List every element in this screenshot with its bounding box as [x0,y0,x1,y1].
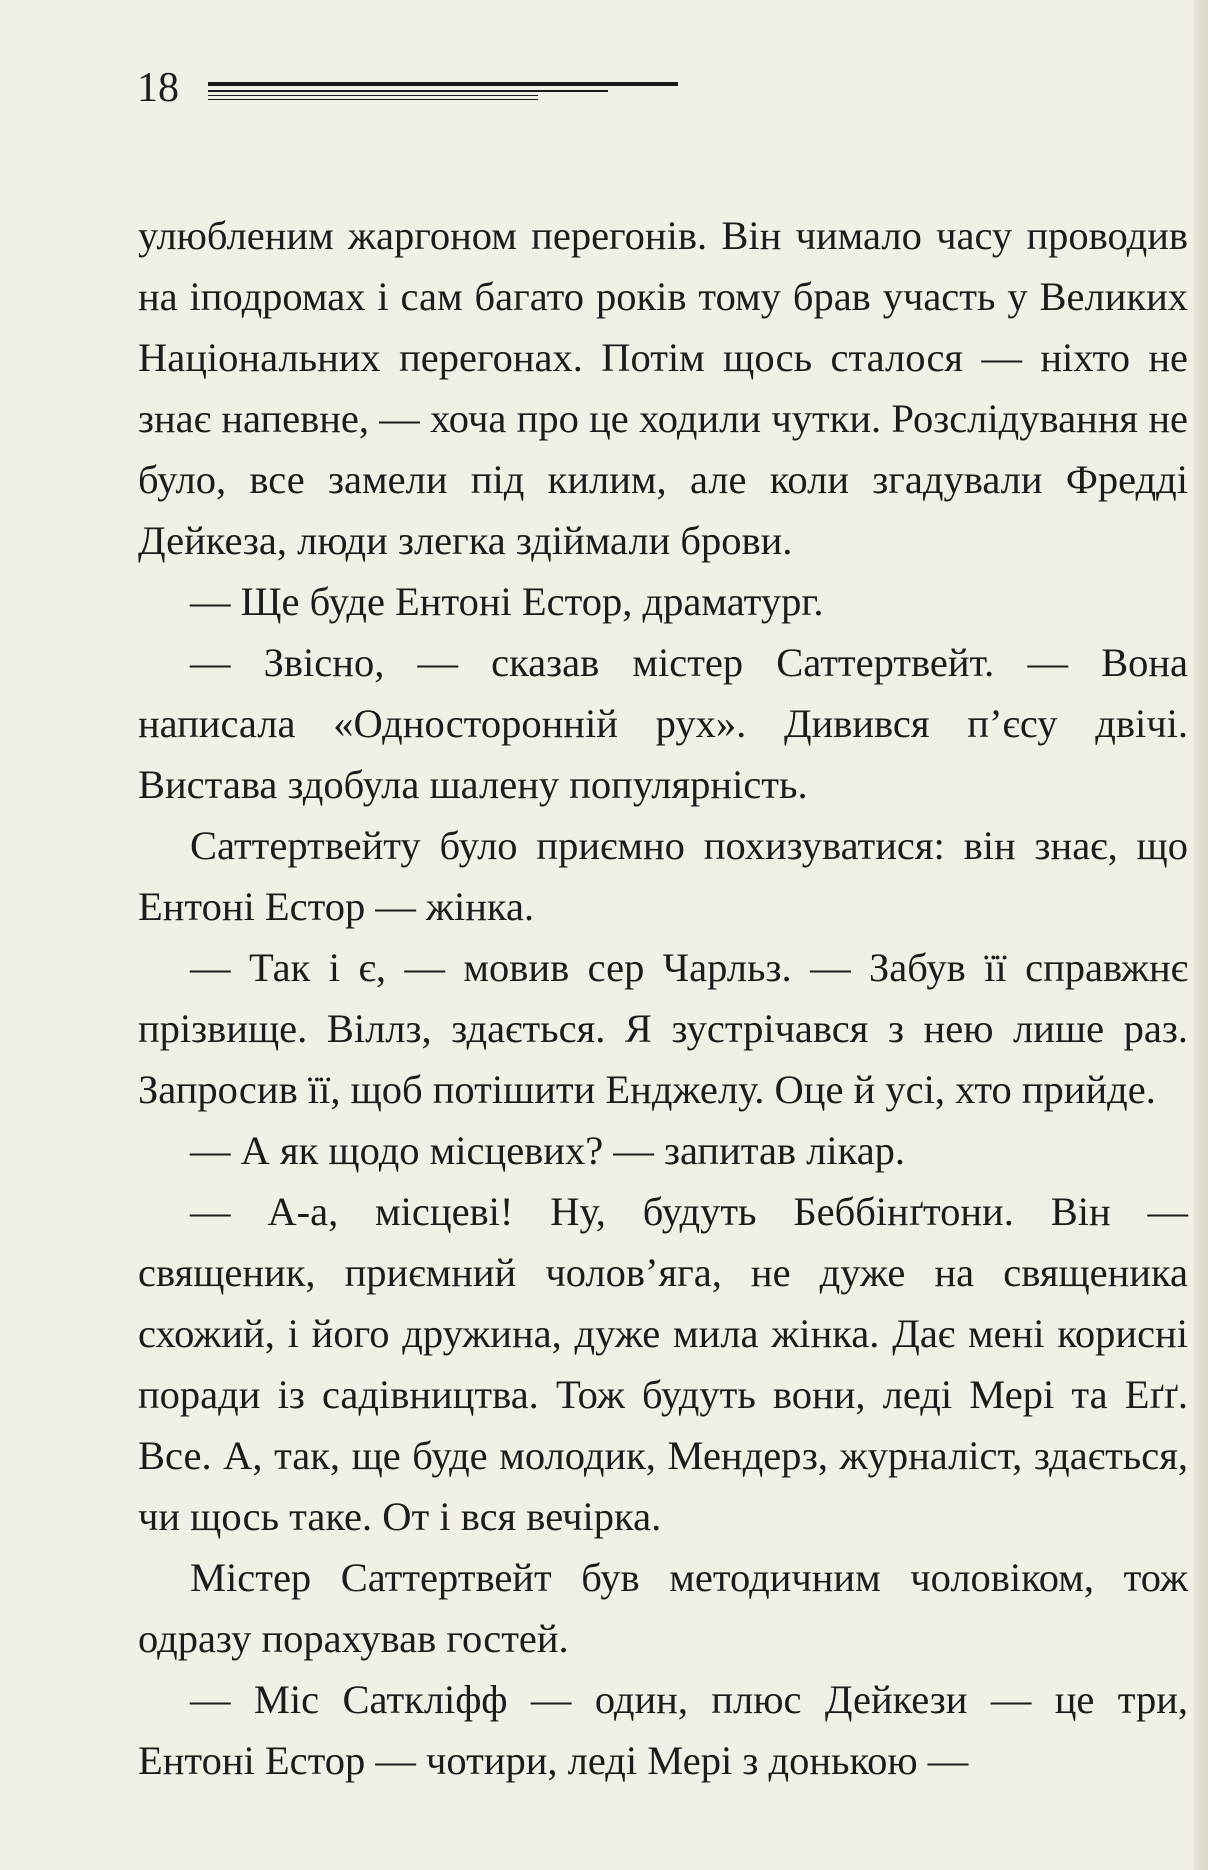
header-rule [208,82,678,86]
paragraph: — Так і є, — мовив сер Чарльз. — Забув її справжнє прізвище. Віллз, здається. Я зустрічався з нею лише раз. Запросив її, щоб потішити Енджелу. Оце й усі, хто прийде. [138,945,1188,1112]
body-text [138,205,1188,1791]
paragraph: улюбленим жаргоном перегонів. Він чимало часу проводив на іподромах і сам багато років тому брав участь у Великих Національних перегонах. Потім щось сталося — ніхто не знає напевне, — хоча про це ходили чутки. Розслідування не було, все замели під килим, але коли згадували Фредді Дейкеза, люди злегка здіймали брови. [138,213,1188,563]
header-rule [208,95,538,96]
paragraph: — Ще буде Ентоні Естор, драматург. [190,579,824,624]
page-edge [1194,0,1208,1870]
paragraph: — Міс Сатклiфф — один, плюс Дейкези — це три, Ентоні Естор — чотири, леді Мері з донькою — [138,1677,1188,1783]
paragraph: — Звісно, — сказав містер Саттертвейт. — Вона написала «Односторонній рух». Дивився п’єсу двічі. Вистава здобула шалену популярність. [138,640,1188,807]
header-rule [208,90,608,92]
paragraph: Містер Саттертвейт був методичним чоловіком, тож одразу порахував гостей. [138,1555,1188,1661]
paragraph: Саттертвейту було приємно похизуватися: він знає, що Ентоні Естор — жінка. [138,823,1188,929]
header-rule [208,99,538,100]
paragraph: — А-а, місцеві! Ну, будуть Беббінґтони. Він — священик, приємний чолов’яга, не дуже на священика схожий, і його дружина, дуже мила жінка. Дає мені корисні поради із садівництва. Тож будуть вони, леді Мері та Еґґ. Все. А, так, ще буде молодик, Мендерз, журналіст, здається, чи щось таке. От і вся вечірка. [138,1189,1188,1539]
page-number: 18 [137,65,179,111]
paragraph: — А як щодо місцевих? — запитав лікар. [190,1128,906,1173]
